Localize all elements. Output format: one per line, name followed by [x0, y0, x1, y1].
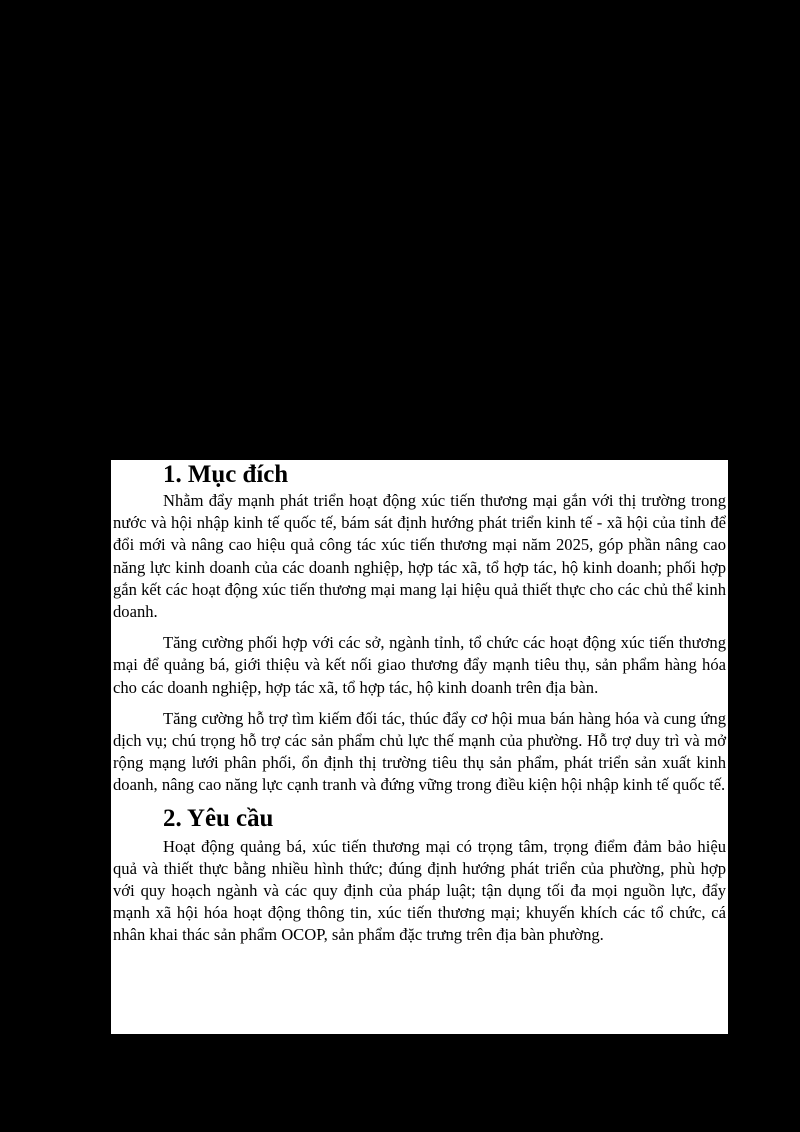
paragraph-purpose-2: Tăng cường phối hợp với các sở, ngành tỉnh, tổ chức các hoạt động xúc tiến thương mại để quảng bá, giới thiệu và kết nối giao thương đẩy mạnh tiêu thụ, sản phẩm hàng hóa cho các doanh nghiệp, hợp tác xã, tổ hợp tác, hộ kinh doanh trên địa bàn. [113, 633, 726, 697]
document-page [111, 460, 728, 1034]
section-heading-requirements: 2. Yêu cầu [163, 804, 274, 832]
paragraph-purpose-1: Nhằm đẩy mạnh phát triển hoạt động xúc tiến thương mại gắn với thị trường trong nước và hội nhập kinh tế quốc tế, bám sát định hướng phát triển kinh tế - xã hội của tỉnh để đổi mới và nâng cao hiệu quả công tác xúc tiến thương mại năm 2025, góp phần nâng cao năng lực kinh doanh của các doanh nghiệp, hợp tác xã, tổ hợp tác, hộ kinh doanh; phối hợp gắn kết các hoạt động xúc tiến thương mại mang lại hiệu quả thiết thực cho các chủ thể kinh doanh. [113, 491, 726, 622]
paragraph-requirements-1: Hoạt động quảng bá, xúc tiến thương mại có trọng tâm, trọng điểm đảm bảo hiệu quả và thiết thực bằng nhiều hình thức; đúng định hướng phát triển của phường, phù hợp với quy hoạch ngành và các quy định của pháp luật; tận dụng tối đa mọi nguồn lực, đẩy mạnh xã hội hóa hoạt động thông tin, xúc tiến thương mại; khuyến khích các tổ chức, cá nhân khai thác sản phẩm OCOP, sản phẩm đặc trưng trên địa bàn phường. [113, 836, 726, 945]
paragraph-purpose-3: Tăng cường hỗ trợ tìm kiếm đối tác, thúc đẩy cơ hội mua bán hàng hóa và cung ứng dịch vụ; chú trọng hỗ trợ các sản phẩm chủ lực thế mạnh của phường. Hỗ trợ duy trì và mở rộng mạng lưới phân phối, ổn định thị trường tiêu thụ sản phẩm, phát triển sản xuất kinh doanh, nâng cao năng lực cạnh tranh và đứng vững trong điều kiện hội nhập kinh tế quốc tế. [113, 708, 726, 795]
section-heading-purpose: 1. Mục đích [163, 461, 289, 488]
